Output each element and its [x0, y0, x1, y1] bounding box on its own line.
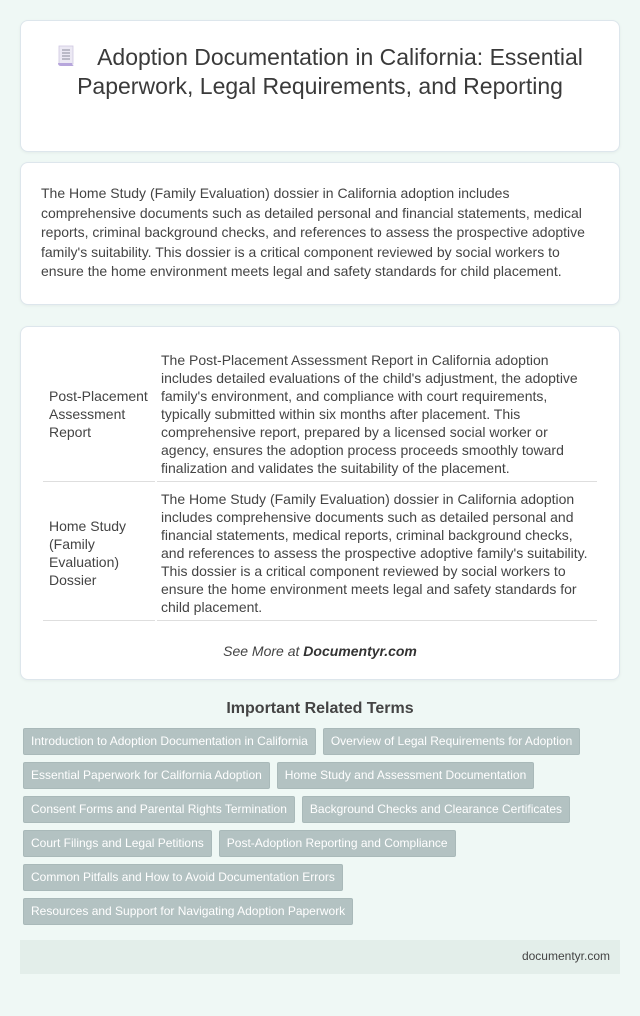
related-term-tag[interactable]: Essential Paperwork for California Adoption	[23, 762, 270, 789]
related-terms-list	[20, 728, 620, 925]
page-title-text: Adoption Documentation in California: Essential Paperwork, Legal Requirements, and Reporting	[77, 44, 583, 99]
related-term-tag[interactable]: Background Checks and Clearance Certificates	[302, 796, 570, 823]
related-term-tag[interactable]: Introduction to Adoption Documentation in California	[23, 728, 316, 755]
term-cell: Home Study (Family Evaluation) Dossier	[43, 484, 155, 621]
related-terms-title: Important Related Terms	[226, 699, 414, 717]
table-row	[43, 484, 597, 621]
related-term-tag[interactable]: Resources and Support for Navigating Adoption Paperwork	[23, 898, 353, 925]
related-term-tag[interactable]: Common Pitfalls and How to Avoid Documentation Errors	[23, 864, 343, 891]
description-cell: The Home Study (Family Evaluation) dossier in California adoption includes comprehensive documents such as detailed personal and financial statements, medical reports, criminal background checks, and references to assess the prospective adoptive family's suitability. This dossier is a critical component reviewed by social workers to ensure the home environment meets legal and safety standards for child placement.	[157, 484, 597, 621]
footer	[20, 940, 620, 974]
related-term-tag[interactable]: Post-Adoption Reporting and Compliance	[219, 830, 456, 857]
footer-site-link[interactable]: documentyr.com	[521, 948, 610, 963]
related-term-tag[interactable]: Court Filings and Legal Petitions	[23, 830, 212, 857]
receipt-icon	[57, 45, 75, 67]
table-row	[43, 345, 597, 482]
description-cell: The Post-Placement Assessment Report in California adoption includes detailed evaluations of the child's adjustment, the adoptive family's environment, and compliance with court requirements, typically submitted within six months after placement. This comprehensive report, prepared by a licensed social worker or agency, ensures the adoption process proceeds smoothly toward finalization and validates the suitability of the placement.	[157, 345, 597, 482]
related-term-tag[interactable]: Home Study and Assessment Documentation	[277, 762, 534, 789]
related-term-tag[interactable]: Overview of Legal Requirements for Adoption	[323, 728, 580, 755]
term-cell: Post-Placement Assessment Report	[43, 345, 155, 482]
see-more-link[interactable]: Documentyr.com	[303, 642, 417, 659]
related-term-tag[interactable]: Consent Forms and Parental Rights Termination	[23, 796, 295, 823]
header-card	[20, 20, 620, 152]
see-more	[41, 643, 599, 659]
intro-card	[20, 162, 620, 305]
definitions-table	[41, 343, 599, 623]
see-more-prefix: See More at	[223, 642, 304, 659]
definitions-card	[20, 326, 620, 680]
intro-paragraph: The Home Study (Family Evaluation) dossier in California adoption includes comprehensive documents such as detailed personal and financial statements, medical reports, criminal background checks, and references to assess the prospective adoptive family's suitability. This dossier is a critical component reviewed by social workers to ensure the home environment meets legal and safety standards for child placement.	[41, 185, 585, 279]
page-title	[51, 43, 589, 101]
